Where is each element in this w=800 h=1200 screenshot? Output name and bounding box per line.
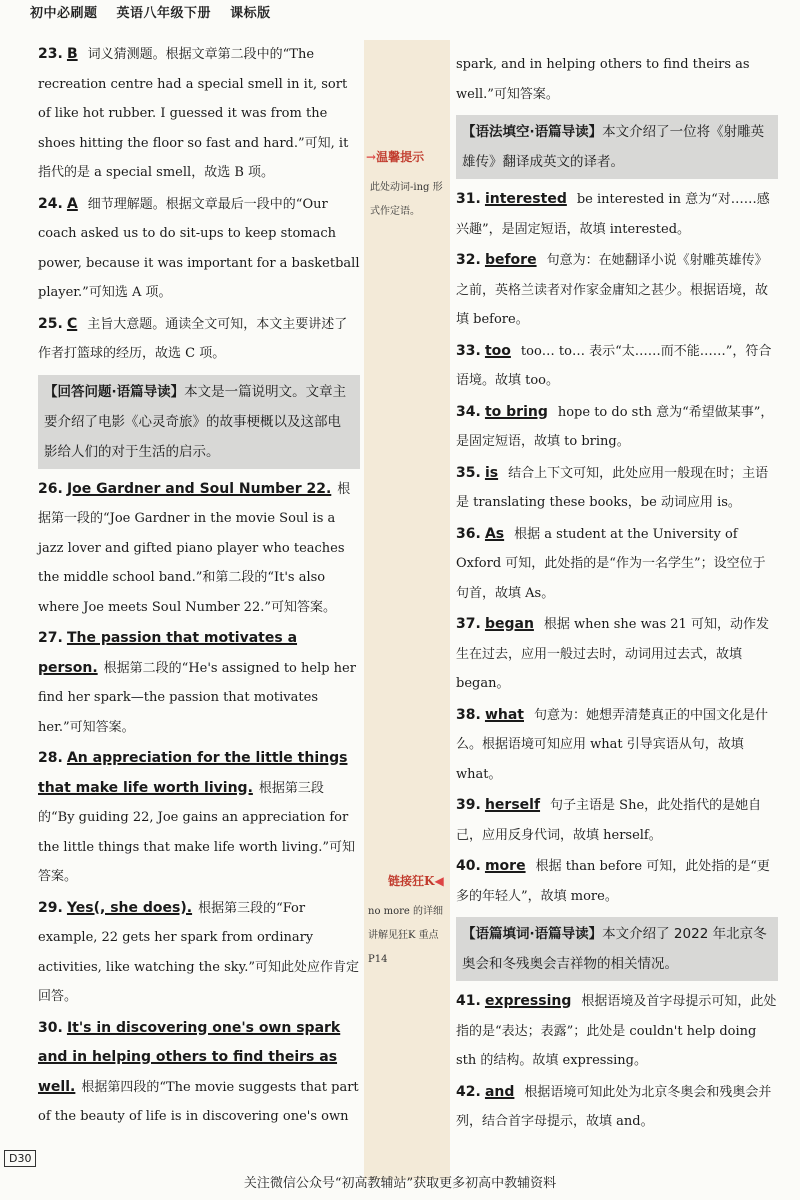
question-27: 27. The passion that motivates a person. 根据第二段的“He's assigned to help her find her spark—the passion that motivates her.”可知答案。 xyxy=(38,630,356,735)
question-28: 28. An appreciation for the little things that make life worth living. 根据第三段的“By guiding 22, Joe gains an appreciation for the little things that make life worth living.”可知答案。 xyxy=(38,750,356,884)
header-edition: 课标版 xyxy=(230,6,271,21)
question-35: 35. is 结合上下文可知，此处应用一般现在时；主语是 translating these books，be 动词应用 is。 xyxy=(456,464,769,510)
tip-label: →温馨提示 xyxy=(366,150,425,164)
question-39: 39. herself 句子主语是 She，此处指代的是她自己，应用反身代词，故填 herself。 xyxy=(456,797,762,843)
word-fill-guide-box: 【语篇填词·语篇导读】本文介绍了 2022 年北京冬奥会和冬残奥会吉祥物的相关情况。 xyxy=(456,917,778,981)
left-column xyxy=(38,40,360,1134)
question-33: 33. too too… to… 表示“太……而不能……”，符合语境。故填 too。 xyxy=(456,342,772,388)
grammar-guide-box: 【语法填空·语篇导读】本文介绍了一位将《射雕英雄传》翻译成英文的译者。 xyxy=(456,115,778,179)
header-series: 初中必刷题 xyxy=(30,6,98,21)
question-42: 42. and 根据语境可知此处为北京冬奥会和残奥会并列，结合首字母提示，故填 and。 xyxy=(456,1083,772,1129)
question-41: 41. expressing 根据语境及首字母提示可知，此处指的是“表达；表露”；此处是 couldn't help doing sth 的结构。故填 expressing。 xyxy=(456,993,777,1068)
question-32: 32. before 句意为：在她翻译小说《射雕英雄传》之前，英格兰读者对作家金庸知之甚少。根据语境，故填 before。 xyxy=(456,252,769,327)
question-31: 31. interested be interested in 意为“对……感兴趣”，是固定短语，故填 interested。 xyxy=(456,191,770,237)
page-header xyxy=(30,2,330,26)
right-column xyxy=(456,50,778,1139)
link-note: no more 的详细讲解见狂K 重点 P14 xyxy=(368,906,444,965)
question-30-continued: spark, and in helping others to find theirs as well.”可知答案。 xyxy=(456,57,750,102)
question-25: 25. C 主旨大意题。通读全文可知，本文主要讲述了作者打篮球的经历，故选 C 项。 xyxy=(38,315,348,361)
tip-note: 此处动词-ing 形式作定语。 xyxy=(370,182,443,217)
question-38: 38. what 句意为：她想弄清楚真正的中国文化是什么。根据语境可知应用 what 引导宾语从句，故填 what。 xyxy=(456,706,769,782)
question-29: 29. Yes(, she does). 根据第三段的“For example, 22 gets her spark from ordinary activities, like watching the sky.”可知此处应作肯定回答。 xyxy=(38,899,360,1004)
question-24: 24. A 细节理解题。根据文章最后一段中的“Our coach asked us to do sit-ups to keep stomach power, because it was important for a basketball player.”可知选 A 项。 xyxy=(38,195,360,300)
footer-note: 关注微信公众号“初高教辅站”获取更多初高中教辅资料 xyxy=(243,1176,557,1191)
page-number: D30 xyxy=(4,1150,36,1167)
header-book: 英语八年级下册 xyxy=(116,6,212,21)
link-label: 链接狂K◀ xyxy=(388,874,444,888)
question-36: 36. As 根据 a student at the University of Oxford 可知，此处指的是“作为一名学生”；设空位于句首，故填 As。 xyxy=(456,525,766,601)
question-23: 23. B 词义猜测题。根据文章第二段中的“The recreation centre had a special smell in it, sort of like hot rubber. I guessed it was from the shoes hitting the floor so fast and hard.”可知, it 指代的是 a special smell，故选 B 项。 xyxy=(38,46,349,180)
question-40: 40. more 根据 than before 可知，此处指的是“更多的年轻人”，故填 more。 xyxy=(456,858,770,904)
reading-guide-box: 【回答问题·语篇导读】本文是一篇说明文。文章主要介绍了电影《心灵奇旅》的故事梗概以及这部电影给人们的对于生活的启示。 xyxy=(38,375,360,469)
question-26: 26. Joe Gardner and Soul Number 22. 根据第一段的“Joe Gardner in the movie Soul is a jazz lover and gifted piano player who teaches the middle school band.”和第二段的“It's also where Joe meets Soul Number 22.”可知答案。 xyxy=(38,480,351,615)
question-30: 30. It's in discovering one's own spark and in helping others to find theirs as well. 根据第四段的“The movie suggests that part of the beauty of life is in discovering one's own xyxy=(38,1019,359,1124)
question-37: 37. began 根据 when she was 21 可知，动作发生在过去，应用一般过去时，动词用过去式，故填 began。 xyxy=(456,616,769,691)
question-34: 34. to bring hope to do sth 意为“希望做某事”，是固定短语，故填 to bring。 xyxy=(456,403,774,449)
